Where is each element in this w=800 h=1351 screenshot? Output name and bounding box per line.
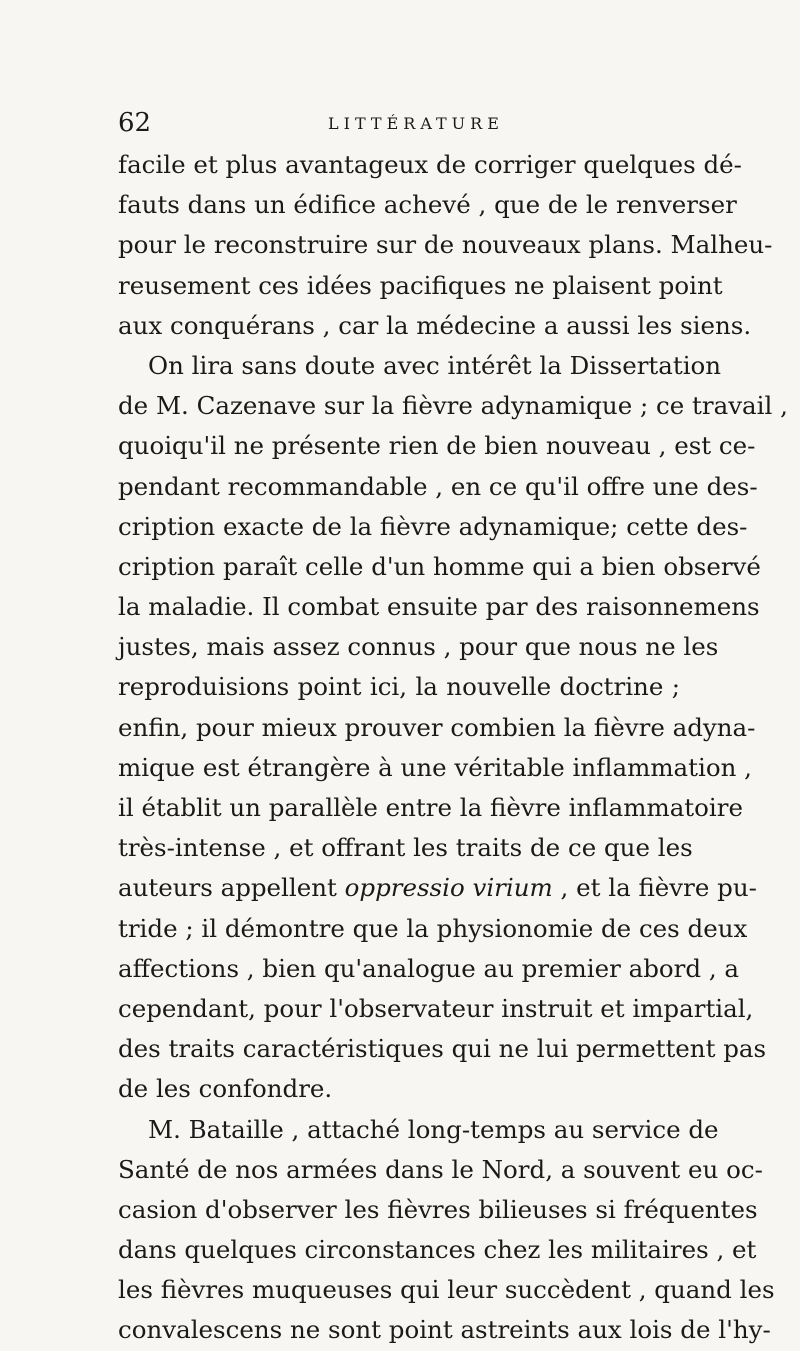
text-line: fauts dans un édifice achevé , que de le renverser xyxy=(118,190,737,220)
text-line: très-intense , et offrant les traits de ce que les xyxy=(118,833,693,863)
latin-term: oppressio virium xyxy=(344,873,553,903)
text-line: cependant, pour l'observateur instruit et impartial, xyxy=(118,993,754,1023)
text-line: pendant recommandable , en ce qu'il offre une des- xyxy=(118,471,758,501)
text-line: pour le reconstruire sur de nouveaux plans. Malheu- xyxy=(118,230,773,260)
running-title: LITTÉRATURE xyxy=(328,114,504,133)
text-line: reusement ces idées pacifiques ne plaisent point xyxy=(118,270,723,300)
text-line: affections , bien qu'analogue au premier abord , a xyxy=(118,953,740,983)
page-number: 62 xyxy=(118,108,152,138)
text-line: reproduisions point ici, la nouvelle doctrine ; xyxy=(118,672,680,702)
text-line: dans quelques circonstances chez les militaires , et xyxy=(118,1235,757,1265)
text-line: On lira sans doute avec intérêt la Dissertation xyxy=(148,350,722,380)
text-line: des traits caractéristiques qui ne lui permettent pas xyxy=(118,1034,767,1064)
text-line: de les confondre. xyxy=(118,1074,333,1104)
text-line: la maladie. Il combat ensuite par des raisonnemens xyxy=(118,592,760,622)
text-line: casion d'observer les fièvres bilieuses si fréquentes xyxy=(118,1194,758,1224)
text-line: cription paraît celle d'un homme qui a bien observé xyxy=(118,551,761,581)
text-line: mique est étrangère à une véritable inflammation , xyxy=(118,752,752,782)
text-line: quoiqu'il ne présente rien de bien nouveau , est ce- xyxy=(118,431,756,461)
body-text xyxy=(118,145,788,1351)
text-line: aux conquérans , car la médecine a aussi les siens. xyxy=(118,310,752,340)
text-segment: , et la fièvre pu- xyxy=(552,873,757,903)
text-line: justes, mais assez connus , pour que nous ne les xyxy=(118,632,719,662)
text-line: tride ; il démontre que la physionomie de ces deux xyxy=(118,913,748,943)
text-line: convalescens ne sont point astreints aux lois de l'hy- xyxy=(118,1315,771,1345)
text-segment: auteurs appellent xyxy=(118,873,345,903)
text-line: enfin, pour mieux prouver combien la fièvre adyna- xyxy=(118,712,756,742)
text-line: cription exacte de la fièvre adynamique; cette des- xyxy=(118,511,748,541)
text-line: M. Bataille , attaché long-temps au service de xyxy=(148,1114,719,1144)
text-line: les fièvres muqueuses qui leur succèdent , quand les xyxy=(118,1275,775,1305)
text-line xyxy=(118,868,757,908)
text-line: de M. Cazenave sur la fièvre adynamique ; ce travail , xyxy=(118,391,788,421)
page-header xyxy=(118,108,678,138)
text-line: Santé de nos armées dans le Nord, a souvent eu oc- xyxy=(118,1154,763,1184)
text-line: facile et plus avantageux de corriger quelques dé- xyxy=(118,150,742,179)
text-line: il établit un parallèle entre la fièvre inflammatoire xyxy=(118,793,743,822)
